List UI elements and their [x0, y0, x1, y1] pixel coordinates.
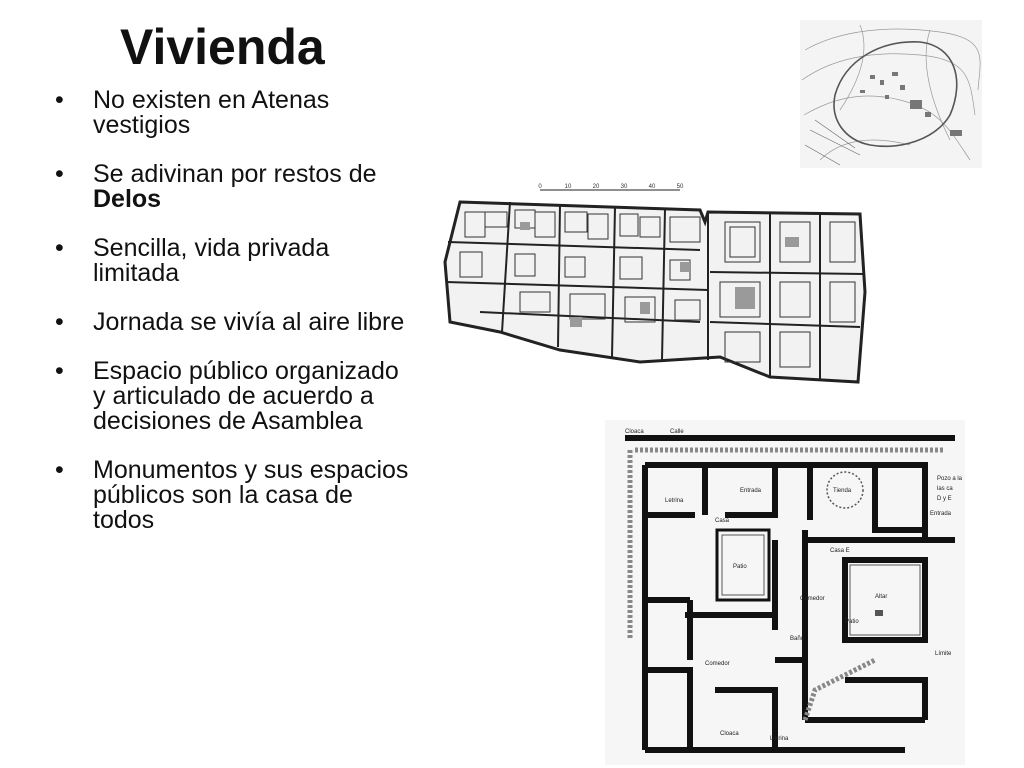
scale-label: 0	[538, 184, 542, 190]
scale-label: 10	[564, 184, 572, 190]
bullet-text: Monumentos y sus espacios públicos son la casa de todos	[93, 456, 409, 534]
scale-label: 50	[676, 184, 684, 190]
plan-label: Latrina	[770, 736, 789, 742]
plan-label: Casa E	[830, 548, 850, 554]
house-plan-figure	[605, 420, 965, 765]
plan-label: Patio	[733, 564, 747, 570]
plan-label: las ca	[937, 486, 953, 492]
plan-label: Comedor	[705, 661, 730, 667]
delos-plan-figure	[440, 182, 870, 387]
site-map-figure	[800, 20, 982, 168]
plan-label: Casa	[715, 518, 730, 524]
scale-label: 20	[592, 184, 600, 190]
plan-label: Comedor	[800, 596, 825, 602]
bullet-item	[55, 88, 415, 138]
plan-label: Pozo a la	[937, 476, 963, 482]
scale-label: 40	[648, 184, 656, 190]
bullet-icon: •	[55, 308, 64, 336]
plan-label: D y E	[937, 496, 952, 502]
bullet-text: No existen en Atenas vestigios	[93, 86, 330, 139]
plan-label: Calle	[670, 429, 684, 435]
plan-label: Cloaca	[625, 429, 644, 435]
bullet-item	[55, 310, 415, 335]
bullet-item	[55, 162, 415, 212]
bullet-icon: •	[55, 160, 64, 188]
bullet-text: Sencilla, vida privada limitada	[93, 234, 330, 287]
plan-label: Cloaca	[720, 731, 739, 737]
bullet-item	[55, 359, 415, 434]
bullet-icon: •	[55, 456, 64, 484]
plan-label: Letrina	[665, 498, 684, 504]
bullet-text: Espacio público organizado y articulado de acuerdo a decisiones de Asamblea	[93, 357, 399, 435]
bullet-item	[55, 236, 415, 286]
bullet-text: Se adivinan por restos de	[93, 160, 377, 188]
plan-label: Entrada	[740, 488, 762, 494]
bullet-item	[55, 458, 415, 533]
bullet-bold-text: Delos	[93, 185, 162, 213]
bullet-icon: •	[55, 234, 64, 262]
bullet-text: Jornada se vivía al aire libre	[93, 308, 405, 336]
plan-label: Baño	[790, 636, 805, 642]
plan-label: Entrada	[930, 511, 952, 517]
bullet-list	[55, 88, 415, 557]
bullet-icon: •	[55, 357, 64, 385]
plan-label: Patio	[845, 619, 859, 625]
plan-label: Límite	[935, 651, 952, 657]
slide-title: Vivienda	[120, 19, 325, 75]
scale-label: 30	[620, 184, 628, 190]
plan-label: Altar	[875, 594, 888, 600]
scale-bar	[538, 184, 684, 190]
plan-label: Tienda	[833, 488, 852, 494]
bullet-icon: •	[55, 86, 64, 114]
